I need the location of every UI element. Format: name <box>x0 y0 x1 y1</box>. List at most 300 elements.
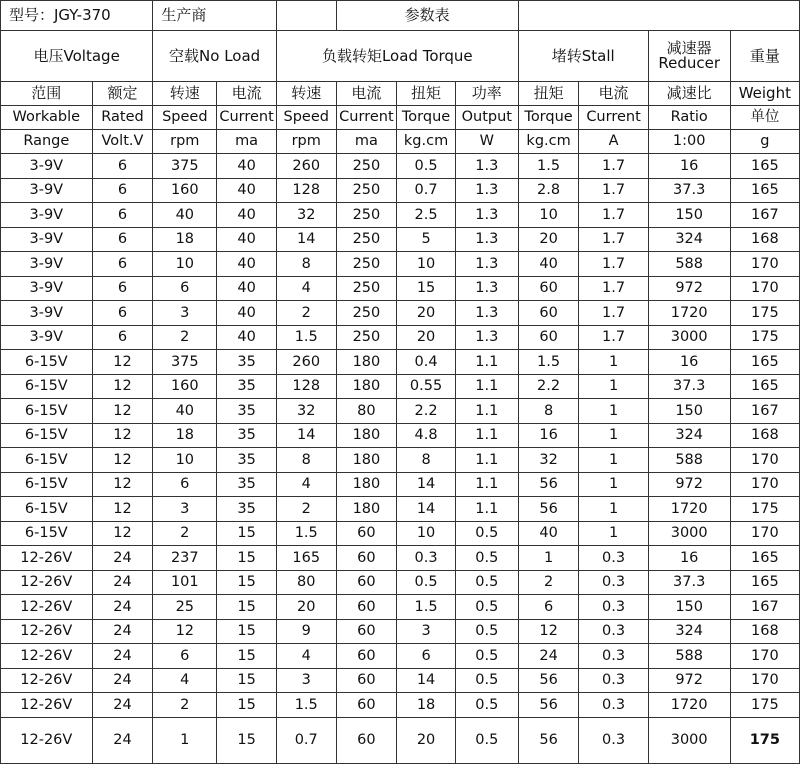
table-cell: 324 <box>648 227 730 252</box>
table-cell: 1.3 <box>455 301 518 326</box>
table-cell: 170 <box>730 472 799 497</box>
sub-en-cell: Current <box>579 106 648 130</box>
table-cell: 40 <box>217 325 277 350</box>
table-cell: 10 <box>397 252 456 277</box>
table-cell: 375 <box>153 154 217 179</box>
table-cell: 150 <box>648 399 730 424</box>
group-weight: 重量 <box>730 31 799 82</box>
table-cell: 32 <box>276 399 336 424</box>
table-cell: 4 <box>276 472 336 497</box>
unit-cell: rpm <box>276 130 336 154</box>
table-cell: 12 <box>153 619 217 644</box>
sub-en-cell: Rated <box>92 106 153 130</box>
unit-cell: rpm <box>153 130 217 154</box>
table-cell: 0.7 <box>397 178 456 203</box>
sub-en-cell: Ratio <box>648 106 730 130</box>
table-cell: 5 <box>397 227 456 252</box>
table-cell: 170 <box>730 521 799 546</box>
sub-cn-cell: 电流 <box>217 82 277 106</box>
group-reducer <box>648 31 730 82</box>
table-cell: 1 <box>579 374 648 399</box>
table-cell: 35 <box>217 497 277 522</box>
table-cell: 6-15V <box>1 399 93 424</box>
params-label: 参数表 <box>336 1 518 31</box>
table-cell: 0.5 <box>455 717 518 763</box>
table-cell: 2 <box>276 301 336 326</box>
model-label: 型号：JGY-370 <box>1 1 153 31</box>
table-cell: 6-15V <box>1 350 93 375</box>
table-cell: 8 <box>397 448 456 473</box>
table-row <box>1 301 800 326</box>
table-cell: 6 <box>397 644 456 669</box>
table-cell: 15 <box>397 276 456 301</box>
sub-cn-cell: 减速比 <box>648 82 730 106</box>
table-cell: 1.7 <box>579 203 648 228</box>
table-cell: 14 <box>397 472 456 497</box>
table-cell: 60 <box>336 521 397 546</box>
table-cell: 60 <box>336 619 397 644</box>
unit-cell: ma <box>217 130 277 154</box>
table-cell: 20 <box>276 595 336 620</box>
table-cell: 24 <box>92 619 153 644</box>
table-cell: 237 <box>153 546 217 571</box>
table-cell: 37.3 <box>648 178 730 203</box>
table-cell: 12 <box>92 423 153 448</box>
table-cell: 0.3 <box>579 546 648 571</box>
table-cell: 180 <box>336 374 397 399</box>
table-cell: 24 <box>92 595 153 620</box>
table-row <box>1 423 800 448</box>
table-cell: 1.7 <box>579 227 648 252</box>
table-cell: 3 <box>397 619 456 644</box>
table-cell: 24 <box>92 668 153 693</box>
table-cell: 40 <box>217 252 277 277</box>
table-cell: 1.3 <box>455 276 518 301</box>
table-cell: 1 <box>579 423 648 448</box>
table-cell: 12 <box>518 619 579 644</box>
table-row <box>1 203 800 228</box>
table-cell: 24 <box>92 644 153 669</box>
table-cell: 3-9V <box>1 154 93 179</box>
table-cell: 0.3 <box>579 619 648 644</box>
table-cell: 170 <box>730 448 799 473</box>
table-cell: 168 <box>730 227 799 252</box>
table-cell: 6 <box>92 252 153 277</box>
table-cell: 180 <box>336 497 397 522</box>
table-cell: 150 <box>648 595 730 620</box>
table-cell: 60 <box>336 717 397 763</box>
table-cell: 324 <box>648 619 730 644</box>
unit-cell: Volt.V <box>92 130 153 154</box>
table-cell: 10 <box>153 448 217 473</box>
table-cell: 160 <box>153 374 217 399</box>
table-cell: 6 <box>92 203 153 228</box>
table-cell: 24 <box>518 644 579 669</box>
table-cell: 3-9V <box>1 203 93 228</box>
table-cell: 40 <box>518 521 579 546</box>
group-reducer-en: Reducer <box>658 54 720 72</box>
table-cell: 6 <box>92 154 153 179</box>
table-cell: 12-26V <box>1 546 93 571</box>
maker-value <box>276 1 336 31</box>
table-cell: 35 <box>217 350 277 375</box>
table-cell: 4 <box>276 644 336 669</box>
table-cell: 15 <box>217 521 277 546</box>
table-cell: 165 <box>730 178 799 203</box>
table-cell: 14 <box>276 227 336 252</box>
table-cell: 0.55 <box>397 374 456 399</box>
table-cell: 1 <box>518 546 579 571</box>
table-cell: 15 <box>217 644 277 669</box>
table-row <box>1 325 800 350</box>
table-row <box>1 497 800 522</box>
table-cell: 35 <box>217 374 277 399</box>
table-cell: 3-9V <box>1 301 93 326</box>
table-cell: 8 <box>276 448 336 473</box>
table-row <box>1 227 800 252</box>
table-row <box>1 399 800 424</box>
table-cell: 0.5 <box>455 546 518 571</box>
table-cell: 0.5 <box>455 595 518 620</box>
sub-cn-cell: 转速 <box>153 82 217 106</box>
table-cell: 3-9V <box>1 276 93 301</box>
table-cell: 20 <box>397 717 456 763</box>
table-cell: 1 <box>579 350 648 375</box>
table-cell: 1.1 <box>455 448 518 473</box>
table-cell: 6-15V <box>1 374 93 399</box>
table-cell: 1.3 <box>455 252 518 277</box>
table-cell: 3-9V <box>1 325 93 350</box>
table-cell: 1.5 <box>276 521 336 546</box>
table-cell: 165 <box>276 546 336 571</box>
table-cell: 250 <box>336 252 397 277</box>
table-cell: 14 <box>397 668 456 693</box>
table-cell: 20 <box>397 301 456 326</box>
table-cell: 12 <box>92 374 153 399</box>
sub-cn-cell: 电流 <box>336 82 397 106</box>
group-reducer-cn: 减速器 <box>666 39 712 57</box>
table-cell: 1.3 <box>455 178 518 203</box>
sub-en-cell: Torque <box>397 106 456 130</box>
table-cell: 4.8 <box>397 423 456 448</box>
table-cell: 32 <box>518 448 579 473</box>
table-cell: 1.7 <box>579 178 648 203</box>
table-cell: 12-26V <box>1 644 93 669</box>
table-cell: 1.3 <box>455 325 518 350</box>
table-cell: 175 <box>730 717 799 763</box>
table-cell: 35 <box>217 399 277 424</box>
table-cell: 6 <box>153 276 217 301</box>
table-cell: 972 <box>648 668 730 693</box>
table-row <box>1 619 800 644</box>
table-cell: 1 <box>579 448 648 473</box>
table-cell: 6 <box>518 595 579 620</box>
table-cell: 60 <box>336 546 397 571</box>
table-cell: 180 <box>336 472 397 497</box>
table-cell: 1 <box>579 497 648 522</box>
table-cell: 60 <box>336 693 397 718</box>
table-cell: 1 <box>153 717 217 763</box>
table-cell: 40 <box>217 203 277 228</box>
table-cell: 128 <box>276 178 336 203</box>
table-cell: 56 <box>518 668 579 693</box>
sub-cn-cell: 扭矩 <box>397 82 456 106</box>
table-cell: 250 <box>336 301 397 326</box>
table-cell: 15 <box>217 717 277 763</box>
table-cell: 260 <box>276 154 336 179</box>
table-cell: 588 <box>648 252 730 277</box>
table-cell: 8 <box>518 399 579 424</box>
table-cell: 1.3 <box>455 227 518 252</box>
table-cell: 0.5 <box>455 693 518 718</box>
table-cell: 35 <box>217 472 277 497</box>
table-cell: 15 <box>217 546 277 571</box>
table-row <box>1 570 800 595</box>
table-cell: 2 <box>518 570 579 595</box>
table-cell: 165 <box>730 154 799 179</box>
unit-cell: kg.cm <box>397 130 456 154</box>
table-cell: 972 <box>648 276 730 301</box>
table-row <box>1 595 800 620</box>
table-cell: 1.5 <box>518 350 579 375</box>
table-cell: 6 <box>92 276 153 301</box>
unit-cell: g <box>730 130 799 154</box>
header-units-row <box>1 130 800 154</box>
table-cell: 14 <box>276 423 336 448</box>
table-cell: 12 <box>92 521 153 546</box>
table-cell: 3000 <box>648 521 730 546</box>
table-cell: 6 <box>92 178 153 203</box>
table-cell: 180 <box>336 423 397 448</box>
table-cell: 1.1 <box>455 399 518 424</box>
table-cell: 20 <box>518 227 579 252</box>
table-cell: 15 <box>217 595 277 620</box>
table-cell: 0.3 <box>579 693 648 718</box>
table-cell: 0.5 <box>455 619 518 644</box>
table-cell: 12-26V <box>1 668 93 693</box>
sub-en-cell: Torque <box>518 106 579 130</box>
table-cell: 40 <box>217 227 277 252</box>
table-cell: 1.1 <box>455 497 518 522</box>
table-cell: 1.5 <box>397 595 456 620</box>
group-no-load: 空载No Load <box>153 31 277 82</box>
table-cell: 150 <box>648 203 730 228</box>
table-cell: 18 <box>153 227 217 252</box>
table-cell: 3000 <box>648 717 730 763</box>
table-cell: 0.3 <box>579 595 648 620</box>
table-cell: 0.5 <box>455 521 518 546</box>
table-cell: 0.5 <box>397 154 456 179</box>
table-cell: 0.5 <box>455 644 518 669</box>
table-cell: 250 <box>336 154 397 179</box>
sub-cn-cell: Weight <box>730 82 799 106</box>
table-cell: 12 <box>92 448 153 473</box>
table-row <box>1 472 800 497</box>
table-cell: 0.3 <box>579 668 648 693</box>
table-cell: 324 <box>648 423 730 448</box>
table-row <box>1 448 800 473</box>
table-cell: 24 <box>92 693 153 718</box>
table-cell: 20 <box>397 325 456 350</box>
table-row <box>1 154 800 179</box>
table-cell: 170 <box>730 668 799 693</box>
unit-cell: Range <box>1 130 93 154</box>
table-row <box>1 717 800 763</box>
table-cell: 6 <box>92 227 153 252</box>
table-row <box>1 644 800 669</box>
table-cell: 1.1 <box>455 350 518 375</box>
table-cell: 40 <box>518 252 579 277</box>
table-cell: 12 <box>92 350 153 375</box>
table-cell: 165 <box>730 350 799 375</box>
table-cell: 2 <box>153 693 217 718</box>
group-voltage: 电压Voltage <box>1 31 153 82</box>
sub-en-cell: Current <box>336 106 397 130</box>
unit-cell: W <box>455 130 518 154</box>
table-cell: 9 <box>276 619 336 644</box>
table-cell: 170 <box>730 644 799 669</box>
table-cell: 8 <box>276 252 336 277</box>
table-cell: 56 <box>518 472 579 497</box>
table-cell: 60 <box>336 570 397 595</box>
sub-en-cell: Current <box>217 106 277 130</box>
table-cell: 3 <box>153 301 217 326</box>
table-cell: 1 <box>579 399 648 424</box>
group-load-torque: 负载转矩Load Torque <box>276 31 518 82</box>
table-cell: 80 <box>276 570 336 595</box>
table-cell: 16 <box>648 546 730 571</box>
sub-en-cell: Output <box>455 106 518 130</box>
table-cell: 56 <box>518 497 579 522</box>
table-cell: 6-15V <box>1 521 93 546</box>
table-cell: 3 <box>153 497 217 522</box>
table-cell: 250 <box>336 178 397 203</box>
table-cell: 3-9V <box>1 178 93 203</box>
table-cell: 1720 <box>648 497 730 522</box>
table-cell: 37.3 <box>648 570 730 595</box>
table-cell: 24 <box>92 570 153 595</box>
table-cell: 18 <box>397 693 456 718</box>
table-cell: 167 <box>730 399 799 424</box>
table-cell: 1.7 <box>579 154 648 179</box>
table-cell: 250 <box>336 227 397 252</box>
table-cell: 40 <box>217 276 277 301</box>
table-cell: 12-26V <box>1 619 93 644</box>
table-cell: 12 <box>92 399 153 424</box>
sub-cn-cell: 额定 <box>92 82 153 106</box>
table-cell: 14 <box>397 497 456 522</box>
table-row <box>1 693 800 718</box>
table-cell: 101 <box>153 570 217 595</box>
table-cell: 0.4 <box>397 350 456 375</box>
table-row <box>1 350 800 375</box>
table-cell: 35 <box>217 448 277 473</box>
table-cell: 56 <box>518 717 579 763</box>
sub-cn-cell: 转速 <box>276 82 336 106</box>
table-cell: 6 <box>92 301 153 326</box>
table-cell: 165 <box>730 546 799 571</box>
table-cell: 1.7 <box>579 252 648 277</box>
table-row <box>1 178 800 203</box>
table-cell: 4 <box>276 276 336 301</box>
table-cell: 25 <box>153 595 217 620</box>
table-cell: 2 <box>153 521 217 546</box>
table-cell: 10 <box>153 252 217 277</box>
table-cell: 10 <box>397 521 456 546</box>
table-cell: 12-26V <box>1 717 93 763</box>
table-cell: 12-26V <box>1 570 93 595</box>
table-cell: 160 <box>153 178 217 203</box>
sub-en-cell: 单位 <box>730 106 799 130</box>
table-cell: 80 <box>336 399 397 424</box>
table-cell: 1 <box>579 472 648 497</box>
table-cell: 0.3 <box>579 717 648 763</box>
table-row <box>1 521 800 546</box>
table-cell: 2.2 <box>518 374 579 399</box>
table-cell: 0.5 <box>455 570 518 595</box>
table-cell: 2.2 <box>397 399 456 424</box>
table-cell: 1720 <box>648 301 730 326</box>
table-cell: 16 <box>518 423 579 448</box>
table-cell: 175 <box>730 497 799 522</box>
maker-label: 生产商 <box>153 1 277 31</box>
table-cell: 18 <box>153 423 217 448</box>
table-cell: 3-9V <box>1 227 93 252</box>
table-cell: 0.3 <box>397 546 456 571</box>
unit-cell: kg.cm <box>518 130 579 154</box>
table-cell: 1 <box>579 521 648 546</box>
table-cell: 3 <box>276 668 336 693</box>
table-cell: 60 <box>518 301 579 326</box>
unit-cell: 1:00 <box>648 130 730 154</box>
table-cell: 175 <box>730 301 799 326</box>
params-value <box>518 1 799 31</box>
table-cell: 40 <box>217 178 277 203</box>
table-cell: 972 <box>648 472 730 497</box>
sub-en-cell: Speed <box>276 106 336 130</box>
table-cell: 2.5 <box>397 203 456 228</box>
table-cell: 6 <box>92 325 153 350</box>
sub-en-cell: Workable <box>1 106 93 130</box>
sub-cn-cell: 功率 <box>455 82 518 106</box>
table-cell: 37.3 <box>648 374 730 399</box>
table-cell: 1.5 <box>276 325 336 350</box>
table-cell: 1.7 <box>579 325 648 350</box>
group-stall: 堵转Stall <box>518 31 648 82</box>
table-cell: 15 <box>217 693 277 718</box>
table-cell: 260 <box>276 350 336 375</box>
table-cell: 3000 <box>648 325 730 350</box>
table-cell: 60 <box>518 325 579 350</box>
table-row <box>1 546 800 571</box>
table-row <box>1 276 800 301</box>
table-cell: 4 <box>153 668 217 693</box>
table-cell: 60 <box>518 276 579 301</box>
table-cell: 6 <box>153 644 217 669</box>
header-sub-en-row <box>1 106 800 130</box>
table-cell: 250 <box>336 276 397 301</box>
table-cell: 12 <box>92 497 153 522</box>
table-cell: 168 <box>730 423 799 448</box>
table-cell: 60 <box>336 644 397 669</box>
header-sub-cn-row <box>1 82 800 106</box>
table-cell: 1.5 <box>518 154 579 179</box>
table-cell: 168 <box>730 619 799 644</box>
table-cell: 6-15V <box>1 423 93 448</box>
table-cell: 175 <box>730 693 799 718</box>
table-cell: 1.7 <box>579 301 648 326</box>
table-cell: 375 <box>153 350 217 375</box>
